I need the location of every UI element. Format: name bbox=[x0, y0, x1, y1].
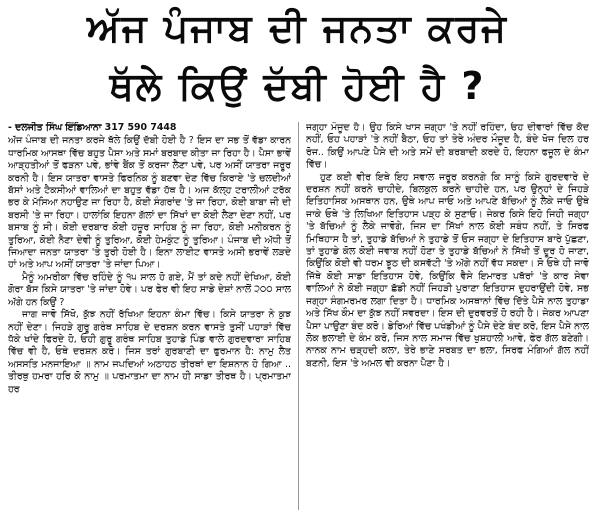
left-paragraph-1: ਅੱਜ ਪੰਜਾਬ ਦੀ ਜਨਤਾ ਕਰਜੇ ਥੱਲੇ ਕਿਉਂ ਦੱਬੀ ਹੋਈ ਹੈ ? ਇਸ ਦਾ ਸਭ ਤੋਂ ਵੱਡਾ ਕਾਰਨ ਧਾਰਮਿਕ ਆਸਥਾ ਵਿੱਚ ਬਹੁਤ ਪੈਸਾ ਅਤੇ ਸਮਾਂ ਬਰਬਾਦ ਕੀਤਾ ਜਾ ਰਿਹਾ ਹੈ। ਪੈਸਾ ਭਾਵੇਂ ਆੜ੍ਹਤੀਆਂ ਤੋਂ ਫੜਨਾ ਪਵੇ, ਭਾਂਵੇ ਬੈਂਕ ਤੋਂ ਕਰਜਾ ਲੈਣਾ ਪਵੇ, ਪਰ ਅਸੀਂ ਯਾਤਰਾ ਜਰੂਰ ਕਰਨੀ ਹੈ। ਇਸ ਯਾਤਰਾ ਵਾਸਤੇ ਫਿਰਨਿਕ ਨੂੰ ਬਣਵਾ ਦੇਣ ਵਿੱਚ ਕਿਰਾਏ 'ਤੇ ਚਲਦੀਆਂ ਬੱਸਾਂ ਅਤੇ ਟੈਕਸੀਆਂ ਵਾਲਿਆਂ ਦਾ ਬਹੁਤ ਵੱਡਾ ਹੱਥ ਹੈ। ਅਜ ਕੱਲ੍ਹ ਟਰਾਲੀਆਂ ਟਰੱਕ ਭਰ ਕੇ ਮੱਸਿਆ ਨਹਾਉਣ ਜਾ ਰਿਹਾ ਹੈ, ਕੋਈ ਸੰਗਰਾਂਦ 'ਤੇ ਜਾ ਰਿਹਾ, ਕੋਈ ਬਾਬਾ ਜੀ ਦੀ ਬਰਸੀ 'ਤੇ ਜਾ ਰਿਹਾ। ਹਾਲਾਂਕਿ ਇਹਨਾ ਗੱਲਾਂ ਦਾ ਸਿੱਖਾਂ ਦਾ ਕੋਈ ਲੈਣਾ ਦੇਣਾ ਨਹੀਂ, ਪਰ ਬਸਾਬ ਨੂੰ ਸੀ। ਕੋਈ ਦਰਬਾਰ ਕੋਈ ਹਜ਼ੂਰ ਸਾਹਿਬ ਨੂੰ ਜਾ ਰਿਹਾ, ਕੋਈ ਮਨੀਕਰਨ ਨੂੰ ਤੁਰਿਆ, ਕੋਈ ਨੈਣਾ ਦੇਵੀ ਨੂੰ ਤੁਰਿਆ, ਕੋਈ ਹੇਮਕੁੰਟ ਨੂੰ ਤੁਰਿਆ। ਪੰਜਾਬ ਦੀ ਅੱਧੀ ਤੋਂ ਜਿਆਦਾ ਜਨਤਾ ਯਾਤਰਾ 'ਤੇ ਤੁਰੀ ਹੋਈ ਹੈ। ਇਨਾ ਲਾਈਟ ਵਾਸਤੇ ਅਸੀ ਭਰਾਵੇਂ ਲੜਦੇ ਹਾਂ ਅਤੇ ਆਪ ਅਸੀਂ ਯਾਤਰਾ 'ਤੇ ਜਾਂਦਾ ਪਿਆ। bbox=[8, 135, 291, 271]
left-column bbox=[8, 122, 291, 510]
right-column bbox=[306, 122, 589, 510]
article-body bbox=[8, 122, 589, 510]
right-paragraph-2: ਹੁਣ ਕਈ ਵੀਰ ਇਥੇ ਇਹ ਸਵਾਲ ਜਰੂਰ ਕਰਨਗੇ ਕਿ ਸਾਨੂੰ ਕਿਸੇ ਗੁਰਦਵਾਰੇ ਦੇ ਦਰਸ਼ਨ ਨਹੀਂ ਕਰਨੇ ਚਾਹੀਦੇ, ਬਿਲਕੁਲ ਕਰਨੇ ਚਾਹੀਦੇ ਹਨ, ਪਰ ਉਨ੍ਹਾਂ ਦੇ ਜਿਹੜੇ ਇਤਿਹਾਸਿਕ ਅਸਥਾਨ ਹਨ, ਉਥੇ ਆਪ ਜਾਓ ਅਤੇ ਆਪਣੇ ਬੱਚਿਆਂ ਨੂੰ ਲੈਕੇ ਜਾਓ ਉਥੇ ਜਾਕੇ ਓਥੇ 'ਤੇ ਲਿਖਿਆ ਇਤਿਹਾਸ ਪੜ੍ਹ ਕੇ ਸੁਣਾਓ। ਜੇਕਰ ਕਿਸੇ ਇਹੋ ਜਿਹੀ ਜਗ੍ਹਾ 'ਤੇ ਬੱਚਿਆਂ ਨੂੰ ਲੈਕੇ ਜਾਵੋਗੇ, ਜਿਸ ਦਾ ਸਿੱਖਾਂ ਨਾਲ ਕੋਈ ਸਬੰਧ ਨਹੀਂ, ਤੇ ਸਿਰਫ ਮਿਥਿਹਾਸ ਹੈ ਤਾਂ, ਤੁਹਾਡੇ ਬੱਚਿਆਂ ਨੇ ਤੁਹਾਡੇ ਤੋਂ ਓਸ ਜਗ੍ਹਾ ਦੇ ਇਤਿਹਾਸ ਬਾਰੇ ਪੁੱਛਣਾ, ਤਾਂ ਤੁਹਾਡੇ ਕੋਲ ਕੋਈ ਜਵਾਬ ਨਹੀਂ ਹੋਣਾ ਤੇ ਤੁਹਾਡੇ ਬੱਚਿਆਂ ਨੇ ਸਿੱਖੀ ਤੋਂ ਦੂਰ ਹੋ ਜਾਣਾ, ਕਿਉਂਕਿ ਕੋਈ ਵੀ ਧਰਮ ਝੂਠ ਦੀ ਕਸਵੱਟੀ 'ਤੇ ਅੱਗੇ ਨਹੀਂ ਵੱਧ ਸਕਦਾ। ਸੋ ਓਥੇ ਹੀ ਜਾਵੋ ਜਿੱਥੇ ਕੋਈ ਸਾਡਾ ਇਤਿਹਾਸ ਹੋਵੇ, ਕਿਉਂਕਿ ਵੈਸੇ ਇਮਾਰਤ ਪਥੱਰਾਂ 'ਤੇ ਕਾਰ ਸੇਵਾ ਵਾਲਿਆਂ ਨੇ ਕੋਈ ਜਗ੍ਹਾ ਛੱਡੀ ਨਹੀਂ ਜਿਹੜੀ ਪੁਰਾਣਾ ਇਤਿਹਾਸ ਦੁਹਰਾਉਂਦੀ ਹੋਵੇ, ਸਭ ਜਗ੍ਹਾ ਸੰਗਮਰਮਰ ਲਗਾ ਦਿਤਾ ਹੈ। ਧਾਰਮਿਕ ਅਸਥਾਨਾਂ ਵਿੱਚ ਦਿੱਤੇ ਪੈਸੇ ਨਾਲ ਤੁਹਾਡਾ ਅਤੇ ਸਿੱਖ ਕੌਮ ਦਾ ਕੁੱਝ ਨਹੀਂ ਸਵਰਦਾ। ਇਸ ਦੀ ਦੁਰਵਰਤੋਂ ਹੋ ਰਹੀ ਹੈ। ਜੇਕਰ ਆਪਣਾ ਪੈਸਾ ਪਾਉਣਾ ਬੰਦ ਕਰੋ। ਡੇਰਿਆਂ ਵਿੱਚ ਪਖੰਡੀਆਂ ਨੂੰ ਪੈਸੇ ਦੇਣੇ ਬੰਦ ਕਰੋ, ਇਸ ਪੈਸੇ ਨਾਲ ਲੋਕ ਭਲਾਈ ਦੇ ਕੰਮ ਕਰੋ, ਜਿਸ ਨਾਲ ਸਮਾਜ ਵਿੱਚ ਖੁਸ਼ਹਾਲੀ ਆਵੇ, ਫੇਰ ਗੱਲ ਬਣੇਗੀ। ਨਾਨਕ ਨਾਮ ਚੜ੍ਹਦੀ ਕਲਾ, ਤੇਰੇ ਭਾਣੇ ਸਰਬਤ ਦਾ ਭਲਾ, ਸਿਰਫ ਮੰਗਿਆਂ ਗੱਲ ਨਹੀਂ ਬਣਨੀ, ਇਸ 'ਤੇ ਅਮਲ ਵੀ ਕਰਨਾ ਪੈਣਾ ਹੈ। bbox=[306, 171, 589, 369]
byline: - ਦਲਜੀਤ ਸਿੰਘ ਇੰਡਿਆਨਾ 317 590 7448 bbox=[8, 122, 177, 133]
left-paragraph-3: ਜਾਗ ਜਾਵੋ ਸਿੱਖੋ, ਕੁੱਝ ਨਹੀਂ ਰੱਖਿਆ ਇਹਨਾ ਕੰਮਾ ਵਿੱਚ। ਕਿਸੇ ਯਾਤਰਾ ਨੇ ਕੁਝ ਨਹੀਂ ਦੇਣਾ। ਜਿਹੜੇ ਗੁਰੂ ਗਰੰਥ ਸਾਹਿਬ ਦੇ ਦਰਸ਼ਨ ਕਰਨ ਵਾਸਤੇ ਤੁਸੀਂ ਪਹਾੜਾਂ ਵਿੱਚ ਧੱਕੇ ਖਾਂਦੇ ਫਿਰਦੇ ਹੋ, ਓਹੀ ਗੁਰੂ ਗਰੰਥ ਸਾਹਿਬ ਤੁਹਾਡੇ ਪਿੰਡ ਵਾਲੇ ਗੁਰਦਵਾਰਾ ਸਾਹਿਬ ਵਿੱਚ ਵੀ ਹੈ, ਓਥੇ ਦਰਸ਼ਨ ਕਰੋ। ਜਿਸ ਤਰਾਂ ਗੁਰਬਾਣੀ ਦਾ ਫੁਰਮਾਨ ਹੈ: ਨਾਮੁ ਲੈਤ ਅਸਸਤਿ ਮਨਜਾਇਆ ॥ ਨਾਮ ਜਪਦਿਆਂ ਅਠਾਹਠ ਤੀਰਥਾਂ ਦਾ ਇਸ਼ਨਾਨ ਹੋ ਗਿਆ .. ਤੀਰਥੁ ਹਮਰਾ ਹਰਿ ਕੋ ਨਾਮੁ ॥ ਪਰਮਾਤਮਾ ਦਾ ਨਾਮ ਹੀ ਸਾਡਾ ਤੀਰਥ ਹੈ। ਪ੍ਰਮਾਤਮਾ ਹਰ bbox=[8, 309, 291, 395]
right-paragraph-1: ਜਗ੍ਹਾ ਮੌਜੂਦ ਹੈ। ਉਹ ਕਿਸੇ ਖਾਸ ਜਗ੍ਹਾ 'ਤੇ ਨਹੀਂ ਰਹਿੰਦਾ, ਓਹ ਦੀਵਾਰਾਂ ਵਿੱਚ ਕੈਦ ਨਹੀਂ, ਓਹ ਪਹਾੜਾਂ 'ਤੇ ਨਹੀਂ ਬੈਠਾ, ਓਹ ਤਾਂ ਤੇਰੇ ਅੰਦਰ ਮੌਜੂਦ ਹੈ, ਬੰਦੇ ਖੋਜ ਦਿਲ ਹਰ ਰੋਜ.. ਕਿਉਂ ਆਪਣੇ ਪੈਸੇ ਦੀ ਅਤੇ ਸਮੇਂ ਦੀ ਬਰਬਾਦੀ ਕਰਦੇ ਹੋ, ਇਹਨਾ ਫਜੂਲ ਦੇ ਕੰਮਾ ਵਿੱਚ। bbox=[306, 122, 589, 171]
left-paragraph-2: ਮੈਨੂੰ ਅਮਰੀਕਾ ਵਿੱਚ ਰਹਿੰਦੇ ਨੂੰ ੧੫ ਸਾਲ ਹੋ ਗਏ, ਮੈਂ ਤਾਂ ਕਦੇ ਨਹੀਂ ਦੇਖਿਆ, ਕੋਈ ਗੋਰਾ ਬੱਸ ਕਿਸੇ ਯਾਤਰਾ 'ਤੇ ਜਾਂਦਾ ਹੋਵੇ। ਪਰ ਫੇਰ ਵੀ ਇਹ ਸਾਡੇ ਦੇਸ਼ਾਂ ਨਾਲੋਂ ੨੦੦ ਸਾਲ ਅੱਗੇ ਹਨ ਕਿਉਂ ? bbox=[8, 271, 291, 308]
headline-line-2: ਥੱਲੇ ਕਿਉਂ ਦੱਬੀ ਹੋਈ ਹੈ ? bbox=[109, 64, 486, 108]
column-divider bbox=[298, 122, 299, 510]
headline-line-1: ਅੱਜ ਪੰਜਾਬ ਦੀ ਜਨਤਾ ਕਰਜੇ bbox=[87, 6, 508, 50]
